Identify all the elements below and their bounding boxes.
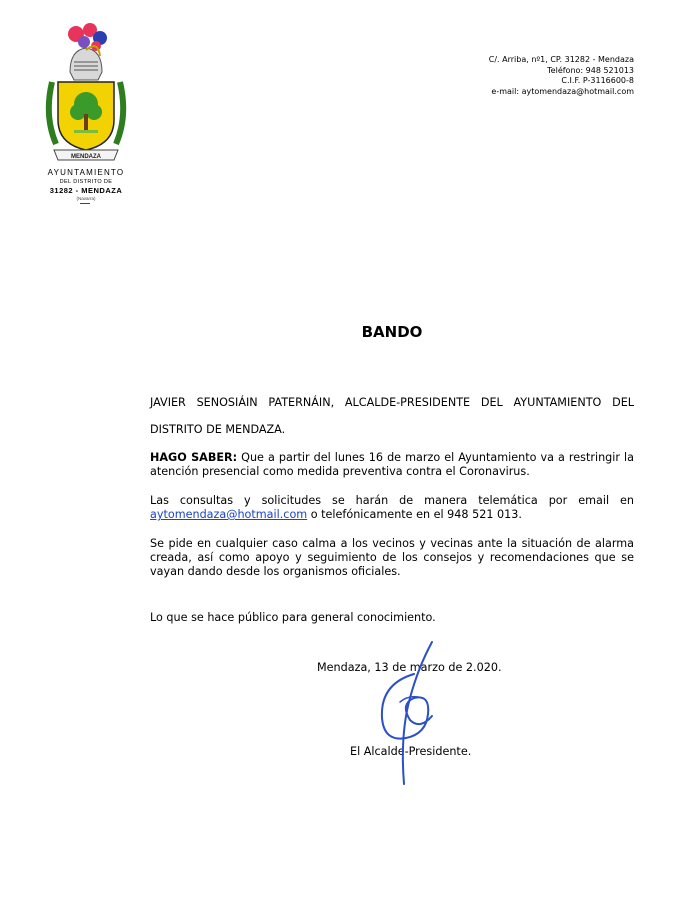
announcement-paragraph xyxy=(150,451,634,479)
advice-paragraph: Se pide en cualquier caso calma a los vecinos y vecinas ante la situación de alarma creada, así como apoyo y seguimiento de los consejos y recomendaciones que se vayan dando desde los organismos oficiales. xyxy=(150,537,634,578)
contact-address: C/. Arriba, nº1, CP. 31282 - Mendaza xyxy=(488,55,634,64)
document-title: BANDO xyxy=(361,323,423,341)
org-region: (Navarra) xyxy=(76,196,96,201)
announcement-text: Que a partir del lunes 16 de marzo el Ayuntamiento va a restringir la atención presencial como medida preventiva contra el Coronavirus. xyxy=(150,451,634,478)
org-divider xyxy=(80,203,90,204)
crest-label: MENDAZA xyxy=(71,154,101,160)
signature-icon xyxy=(370,638,450,788)
coat-of-arms-logo xyxy=(40,20,132,170)
contact-block xyxy=(489,55,634,97)
org-subtitle: DEL DISTRITO DE xyxy=(59,179,113,185)
date-line: Mendaza, 13 de marzo de 2.020. xyxy=(317,661,502,674)
email-link[interactable]: aytomendaza@hotmail.com xyxy=(150,508,308,521)
announcement-label: HAGO SABER: xyxy=(150,451,238,464)
closing-paragraph: Lo que se hace público para general conocimiento. xyxy=(150,611,436,624)
contact-paragraph-text: Las consultas y solicitudes se harán de manera telemática por email en xyxy=(150,494,634,507)
org-name: AYUNTAMIENTO xyxy=(47,168,125,177)
contact-paragraph xyxy=(150,494,634,522)
contact-cif: C.I.F. P-3116600-8 xyxy=(561,76,634,85)
org-postcode: 31282 - MENDAZA xyxy=(49,186,123,195)
contact-paragraph-tail: o telefónicamente en el 948 521 013. xyxy=(307,508,522,521)
contact-email: e-mail: aytomendaza@hotmail.com xyxy=(491,86,634,96)
signer-title: El Alcalde-Presidente. xyxy=(350,745,472,758)
contact-phone: Teléfono: 948 521013 xyxy=(547,65,634,75)
intro-paragraph: JAVIER SENOSIÁIN PATERNÁIN, ALCALDE-PRESIDENTE DEL AYUNTAMIENTO DEL DISTRITO DE MENDAZA. xyxy=(150,396,634,436)
